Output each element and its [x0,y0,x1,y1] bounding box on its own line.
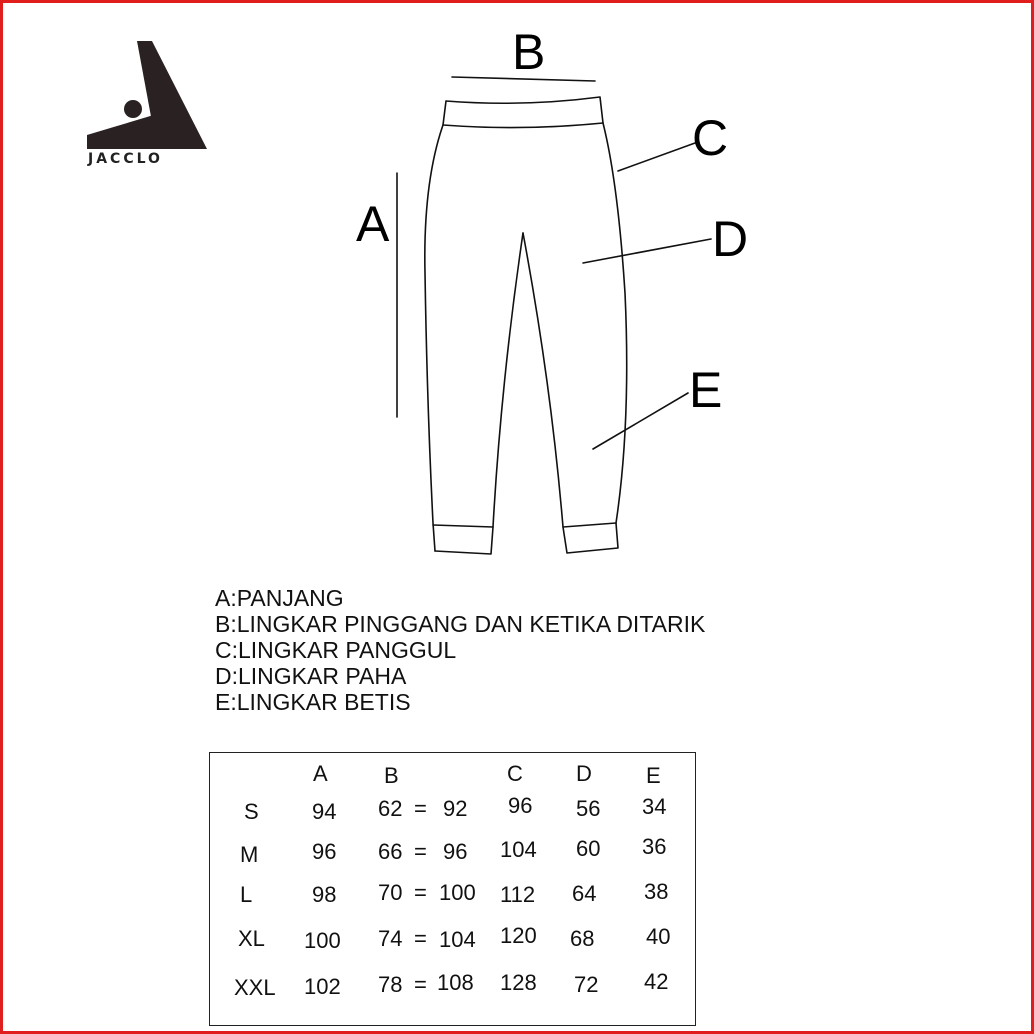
legend-item: B:LINGKAR PINGGANG DAN KETIKA DITARIK [215,611,706,637]
left-leg-outline [425,125,443,551]
cell-e: 36 [642,834,667,859]
cell-d: 68 [570,926,595,951]
cell-d: 64 [572,881,597,906]
cell-a: 98 [312,882,337,907]
right-cuff [563,523,618,553]
cell-b-eq: = [414,796,427,821]
cell-b-min: 78 [378,972,403,997]
cell-e: 40 [646,924,671,949]
cell-a: 102 [304,974,341,999]
waistband [443,97,603,128]
header-a: A [313,761,328,786]
cell-a: 96 [312,839,337,864]
dim-line-c [618,143,695,171]
cell-c: 104 [500,837,537,862]
label-d: D [712,211,749,267]
cell-a: 94 [312,799,337,824]
cell-b-max: 100 [439,880,476,905]
size-table [209,752,696,1026]
dim-line-d [583,239,711,263]
label-c: C [692,110,729,166]
label-e: E [689,362,723,418]
cell-b-min: 74 [378,926,403,951]
cell-e: 38 [644,879,669,904]
row-size: L [240,882,253,907]
legend-item: C:LINGKAR PANGGUL [215,637,457,663]
cell-b-max: 108 [437,970,474,995]
row-size: M [240,842,259,867]
pants-diagram [3,3,1031,573]
legend-item: A:PANJANG [215,585,344,611]
legend-item: E:LINGKAR BETIS [215,689,411,715]
cell-d: 56 [576,796,601,821]
label-a: A [356,196,390,252]
cell-b-eq: = [414,839,427,864]
left-cuff [433,525,493,554]
cell-d: 72 [574,972,599,997]
row-size: XXL [234,975,276,1000]
cell-c: 96 [508,793,533,818]
cell-d: 60 [576,836,601,861]
row-size: XL [238,926,265,951]
cell-b-max: 92 [443,796,468,821]
cell-c: 120 [500,923,537,948]
cell-b-eq: = [414,926,427,951]
cell-a: 100 [304,928,341,953]
left-inner-seam [493,233,523,527]
row-size: S [244,799,259,824]
cell-b-eq: = [414,880,427,905]
legend-item: D:LINGKAR PAHA [215,663,407,689]
label-b: B [512,24,546,80]
cell-c: 112 [500,882,536,907]
cell-e: 42 [644,969,669,994]
cell-c: 128 [500,970,537,995]
measurement-legend [215,585,705,715]
header-c: C [507,761,523,786]
cell-e: 34 [642,794,667,819]
header-d: D [576,761,592,786]
cell-b-max: 104 [439,927,476,952]
right-leg-outline [603,123,627,523]
header-e: E [646,763,661,788]
cell-b-max: 96 [443,839,468,864]
cell-b-min: 62 [378,796,403,821]
cell-b-eq: = [414,972,427,997]
brand-name: JACCLO [88,151,163,167]
cell-b-min: 66 [378,839,403,864]
header-b: B [384,763,399,788]
cell-b-min: 70 [378,880,403,905]
right-inner-seam [523,233,563,527]
dim-line-e [593,393,688,449]
